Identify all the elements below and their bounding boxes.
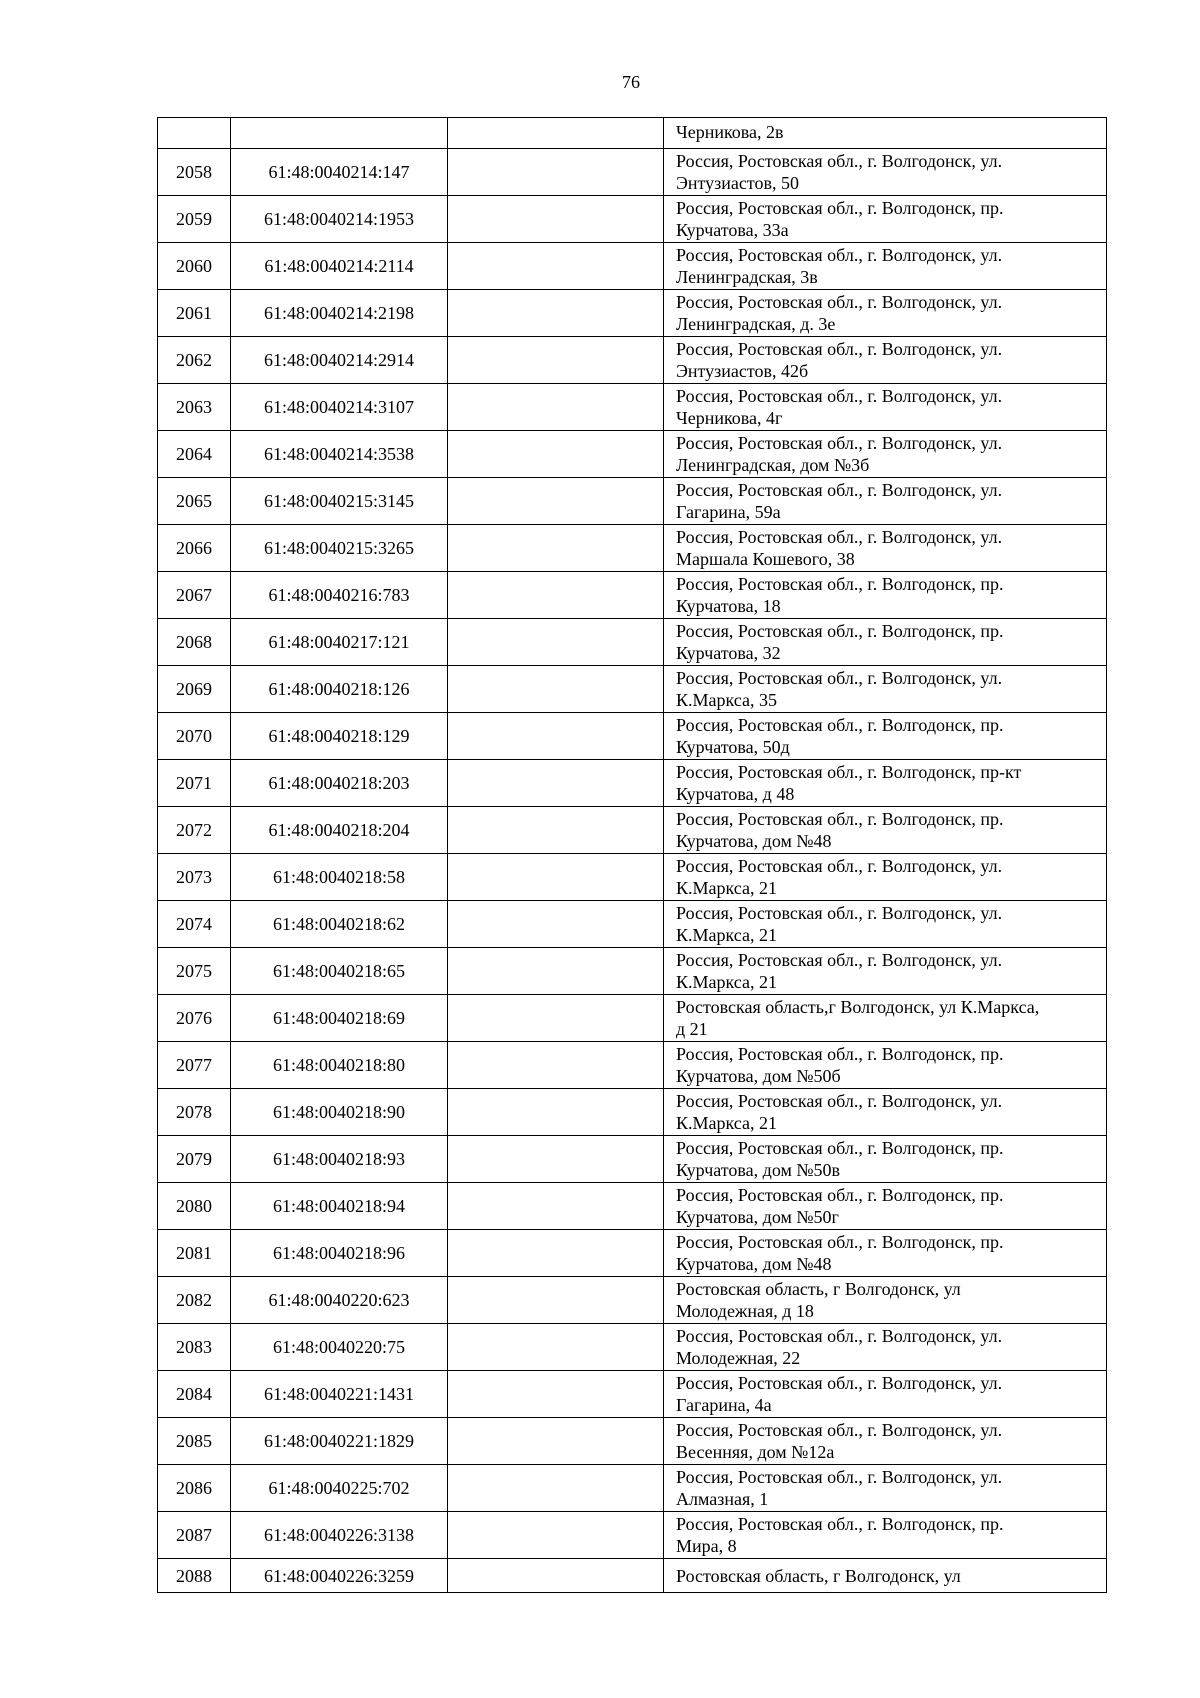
address-line: Молодежная, 22 (676, 1348, 801, 1368)
address-line: Ленинградская, дом №3б (676, 455, 870, 475)
table-row (158, 572, 1107, 619)
empty-cell (448, 854, 664, 901)
address-line: Весенняя, дом №12а (676, 1442, 835, 1462)
address-line: Россия, Ростовская обл., г. Волгодонск, ул. (676, 151, 1003, 171)
table-row (158, 1512, 1107, 1559)
address-line: Молодежная, д 18 (676, 1301, 814, 1321)
cadastral-number-cell: 61:48:0040218:65 (231, 948, 448, 995)
table-row (158, 713, 1107, 760)
address-cell (664, 1559, 1107, 1593)
address-cell (664, 196, 1107, 243)
cadastral-number-cell: 61:48:0040221:1829 (231, 1418, 448, 1465)
empty-cell (448, 901, 664, 948)
empty-cell (448, 1512, 664, 1559)
table-row (158, 118, 1107, 149)
address-cell (664, 572, 1107, 619)
address-line: Россия, Ростовская обл., г. Волгодонск, ул. (676, 950, 1003, 970)
table-row (158, 243, 1107, 290)
cadastral-number-cell: 61:48:0040217:121 (231, 619, 448, 666)
empty-cell (448, 1559, 664, 1593)
row-number-cell: 2067 (158, 572, 231, 619)
empty-cell (448, 525, 664, 572)
address-cell (664, 149, 1107, 196)
empty-cell (448, 1277, 664, 1324)
row-number-cell: 2088 (158, 1559, 231, 1593)
address-cell (664, 1465, 1107, 1512)
empty-cell (448, 1230, 664, 1277)
table-row (158, 1324, 1107, 1371)
empty-cell (448, 572, 664, 619)
address-line: Ростовская область, г Волгодонск, ул (676, 1279, 961, 1299)
table-row (158, 1418, 1107, 1465)
address-cell (664, 290, 1107, 337)
empty-cell (448, 478, 664, 525)
table-row (158, 384, 1107, 431)
address-line: Россия, Ростовская обл., г. Волгодонск, пр. (676, 1185, 1004, 1205)
address-cell (664, 1089, 1107, 1136)
address-line: Россия, Ростовская обл., г. Волгодонск, пр. (676, 198, 1004, 218)
row-number-cell: 2086 (158, 1465, 231, 1512)
address-line: Россия, Ростовская обл., г. Волгодонск, ул. (676, 856, 1003, 876)
address-line: Курчатова, 18 (676, 596, 781, 616)
empty-cell (448, 1089, 664, 1136)
cadastral-number-cell: 61:48:0040214:2198 (231, 290, 448, 337)
row-number-cell: 2072 (158, 807, 231, 854)
address-line: Энтузиастов, 50 (676, 173, 799, 193)
row-number-cell: 2082 (158, 1277, 231, 1324)
address-line: Ростовская область,г Волгодонск, ул К.Маркса, (676, 997, 1040, 1017)
address-line: Россия, Ростовская обл., г. Волгодонск, ул. (676, 292, 1003, 312)
row-number-cell: 2060 (158, 243, 231, 290)
table-row (158, 901, 1107, 948)
address-cell (664, 1277, 1107, 1324)
empty-cell (448, 1183, 664, 1230)
empty-cell (448, 384, 664, 431)
address-cell (664, 1042, 1107, 1089)
address-line: Россия, Ростовская обл., г. Волгодонск, ул. (676, 480, 1003, 500)
address-cell (664, 807, 1107, 854)
address-line: Гагарина, 59а (676, 502, 781, 522)
cadastral-number-cell: 61:48:0040218:204 (231, 807, 448, 854)
empty-cell (448, 243, 664, 290)
address-line: Курчатова, 33а (676, 220, 789, 240)
page-number: 76 (622, 72, 640, 92)
address-line: Россия, Ростовская обл., г. Волгодонск, ул. (676, 433, 1003, 453)
table-row (158, 948, 1107, 995)
address-line: Россия, Ростовская обл., г. Волгодонск, ул. (676, 1467, 1003, 1487)
cadastral-number-cell: 61:48:0040218:94 (231, 1183, 448, 1230)
cadastral-number-cell: 61:48:0040218:90 (231, 1089, 448, 1136)
empty-cell (448, 1324, 664, 1371)
address-line: Россия, Ростовская обл., г. Волгодонск, ул. (676, 1420, 1003, 1440)
empty-cell (448, 118, 664, 149)
address-cell (664, 901, 1107, 948)
table-row (158, 1465, 1107, 1512)
address-line: Курчатова, дом №50в (676, 1160, 841, 1180)
table-row (158, 525, 1107, 572)
row-number-cell: 2063 (158, 384, 231, 431)
address-cell (664, 995, 1107, 1042)
empty-cell (448, 149, 664, 196)
row-number-cell: 2085 (158, 1418, 231, 1465)
address-line: Россия, Ростовская обл., г. Волгодонск, ул. (676, 1326, 1003, 1346)
row-number-cell: 2080 (158, 1183, 231, 1230)
table-row (158, 431, 1107, 478)
table-row (158, 1183, 1107, 1230)
row-number-cell: 2074 (158, 901, 231, 948)
table-row (158, 995, 1107, 1042)
address-cell (664, 1324, 1107, 1371)
table-row (158, 196, 1107, 243)
address-line: Черникова, 2в (676, 122, 784, 142)
address-line: Курчатова, 32 (676, 643, 781, 663)
table-row (158, 854, 1107, 901)
cadastral-number-cell: 61:48:0040220:75 (231, 1324, 448, 1371)
registry-table (157, 117, 1107, 1593)
row-number-cell: 2075 (158, 948, 231, 995)
cadastral-number-cell: 61:48:0040226:3138 (231, 1512, 448, 1559)
row-number-cell: 2070 (158, 713, 231, 760)
address-cell (664, 384, 1107, 431)
address-line: Россия, Ростовская обл., г. Волгодонск, ул. (676, 903, 1003, 923)
address-cell (664, 713, 1107, 760)
row-number-cell: 2076 (158, 995, 231, 1042)
row-number-cell: 2084 (158, 1371, 231, 1418)
table-row (158, 1230, 1107, 1277)
empty-cell (448, 1136, 664, 1183)
address-line: Россия, Ростовская обл., г. Волгодонск, пр. (676, 1044, 1004, 1064)
address-line: Алмазная, 1 (676, 1489, 769, 1509)
cadastral-number-cell: 61:48:0040218:62 (231, 901, 448, 948)
empty-cell (448, 290, 664, 337)
cadastral-number-cell (231, 118, 448, 149)
row-number-cell: 2062 (158, 337, 231, 384)
row-number-cell: 2087 (158, 1512, 231, 1559)
table-row (158, 290, 1107, 337)
table-row (158, 1277, 1107, 1324)
cadastral-number-cell: 61:48:0040220:623 (231, 1277, 448, 1324)
address-line: Россия, Ростовская обл., г. Волгодонск, пр. (676, 574, 1004, 594)
address-cell (664, 525, 1107, 572)
cadastral-number-cell: 61:48:0040214:3538 (231, 431, 448, 478)
table-row (158, 478, 1107, 525)
row-number-cell: 2071 (158, 760, 231, 807)
address-line: Россия, Ростовская обл., г. Волгодонск, ул. (676, 339, 1003, 359)
address-line: Курчатова, 50д (676, 737, 790, 757)
address-line: Курчатова, дом №48 (676, 1254, 832, 1274)
empty-cell (448, 713, 664, 760)
cadastral-number-cell: 61:48:0040218:203 (231, 760, 448, 807)
row-number-cell: 2065 (158, 478, 231, 525)
address-line: Россия, Ростовская обл., г. Волгодонск, пр. (676, 1232, 1004, 1252)
address-cell (664, 337, 1107, 384)
empty-cell (448, 1042, 664, 1089)
cadastral-number-cell: 61:48:0040226:3259 (231, 1559, 448, 1593)
address-line: Россия, Ростовская обл., г. Волгодонск, пр. (676, 1138, 1004, 1158)
row-number-cell: 2059 (158, 196, 231, 243)
row-number-cell: 2081 (158, 1230, 231, 1277)
cadastral-number-cell: 61:48:0040215:3265 (231, 525, 448, 572)
registry-table-body (158, 118, 1107, 1593)
cadastral-number-cell: 61:48:0040218:58 (231, 854, 448, 901)
table-row (158, 760, 1107, 807)
table-row (158, 1371, 1107, 1418)
empty-cell (448, 1418, 664, 1465)
row-number-cell: 2069 (158, 666, 231, 713)
cadastral-number-cell: 61:48:0040218:96 (231, 1230, 448, 1277)
address-line: Россия, Ростовская обл., г. Волгодонск, ул. (676, 245, 1003, 265)
address-line: Россия, Ростовская обл., г. Волгодонск, пр. (676, 1514, 1004, 1534)
address-cell (664, 478, 1107, 525)
empty-cell (448, 1371, 664, 1418)
address-cell (664, 1371, 1107, 1418)
address-line: Россия, Ростовская обл., г. Волгодонск, пр. (676, 621, 1004, 641)
address-line: Россия, Ростовская обл., г. Волгодонск, ул. (676, 386, 1003, 406)
cadastral-number-cell: 61:48:0040218:129 (231, 713, 448, 760)
table-row (158, 807, 1107, 854)
empty-cell (448, 948, 664, 995)
empty-cell (448, 1465, 664, 1512)
cadastral-number-cell: 61:48:0040225:702 (231, 1465, 448, 1512)
address-line: К.Маркса, 21 (676, 1113, 777, 1133)
address-line: К.Маркса, 21 (676, 972, 777, 992)
address-line: д 21 (676, 1019, 708, 1039)
address-line: Россия, Ростовская обл., г. Волгодонск, ул. (676, 1091, 1003, 1111)
cadastral-number-cell: 61:48:0040216:783 (231, 572, 448, 619)
address-line: Гагарина, 4а (676, 1395, 772, 1415)
address-line: Ленинградская, 3в (676, 267, 818, 287)
row-number-cell: 2064 (158, 431, 231, 478)
cadastral-number-cell: 61:48:0040221:1431 (231, 1371, 448, 1418)
address-line: Курчатова, дом №50б (676, 1066, 841, 1086)
address-line: Россия, Ростовская обл., г. Волгодонск, пр. (676, 715, 1004, 735)
row-number-cell: 2061 (158, 290, 231, 337)
address-line: Россия, Ростовская обл., г. Волгодонск, ул. (676, 668, 1003, 688)
table-row (158, 619, 1107, 666)
cadastral-number-cell: 61:48:0040215:3145 (231, 478, 448, 525)
address-cell (664, 1512, 1107, 1559)
row-number-cell: 2079 (158, 1136, 231, 1183)
empty-cell (448, 760, 664, 807)
cadastral-number-cell: 61:48:0040214:1953 (231, 196, 448, 243)
cadastral-number-cell: 61:48:0040214:2914 (231, 337, 448, 384)
table-row (158, 149, 1107, 196)
address-line: К.Маркса, 21 (676, 925, 777, 945)
row-number-cell: 2066 (158, 525, 231, 572)
address-line: Черникова, 4г (676, 408, 783, 428)
address-line: Россия, Ростовская обл., г. Волгодонск, пр. (676, 809, 1004, 829)
table-row (158, 1559, 1107, 1593)
address-line: К.Маркса, 35 (676, 690, 777, 710)
address-cell (664, 948, 1107, 995)
table-row (158, 337, 1107, 384)
address-line: Ленинградская, д. 3е (676, 314, 836, 334)
cadastral-number-cell: 61:48:0040214:147 (231, 149, 448, 196)
empty-cell (448, 196, 664, 243)
address-cell (664, 1136, 1107, 1183)
row-number-cell: 2077 (158, 1042, 231, 1089)
cadastral-number-cell: 61:48:0040214:2114 (231, 243, 448, 290)
address-line: Курчатова, дом №48 (676, 831, 832, 851)
table-row (158, 1136, 1107, 1183)
address-cell (664, 666, 1107, 713)
address-cell (664, 1230, 1107, 1277)
row-number-cell: 2073 (158, 854, 231, 901)
empty-cell (448, 619, 664, 666)
cadastral-number-cell: 61:48:0040218:69 (231, 995, 448, 1042)
cadastral-number-cell: 61:48:0040218:93 (231, 1136, 448, 1183)
row-number-cell: 2068 (158, 619, 231, 666)
address-cell (664, 1418, 1107, 1465)
cadastral-number-cell: 61:48:0040214:3107 (231, 384, 448, 431)
table-row (158, 1042, 1107, 1089)
address-cell (664, 243, 1107, 290)
address-cell (664, 431, 1107, 478)
address-cell (664, 760, 1107, 807)
empty-cell (448, 807, 664, 854)
empty-cell (448, 995, 664, 1042)
table-row (158, 666, 1107, 713)
address-cell (664, 118, 1107, 149)
address-line: К.Маркса, 21 (676, 878, 777, 898)
empty-cell (448, 337, 664, 384)
row-number-cell: 2078 (158, 1089, 231, 1136)
address-line: Курчатова, д 48 (676, 784, 795, 804)
address-line: Маршала Кошевого, 38 (676, 549, 855, 569)
address-line: Россия, Ростовская обл., г. Волгодонск, пр-кт (676, 762, 1022, 782)
address-line: Энтузиастов, 42б (676, 361, 809, 381)
address-cell (664, 854, 1107, 901)
address-line: Россия, Ростовская обл., г. Волгодонск, ул. (676, 1373, 1003, 1393)
address-cell (664, 1183, 1107, 1230)
cadastral-number-cell: 61:48:0040218:80 (231, 1042, 448, 1089)
row-number-cell: 2058 (158, 149, 231, 196)
row-number-cell: 2083 (158, 1324, 231, 1371)
address-cell (664, 619, 1107, 666)
empty-cell (448, 666, 664, 713)
cadastral-number-cell: 61:48:0040218:126 (231, 666, 448, 713)
address-line: Россия, Ростовская обл., г. Волгодонск, ул. (676, 527, 1003, 547)
row-number-cell (158, 118, 231, 149)
address-line: Мира, 8 (676, 1536, 737, 1556)
table-row (158, 1089, 1107, 1136)
address-line: Ростовская область, г Волгодонск, ул (676, 1565, 961, 1586)
address-line: Курчатова, дом №50г (676, 1207, 839, 1227)
empty-cell (448, 431, 664, 478)
